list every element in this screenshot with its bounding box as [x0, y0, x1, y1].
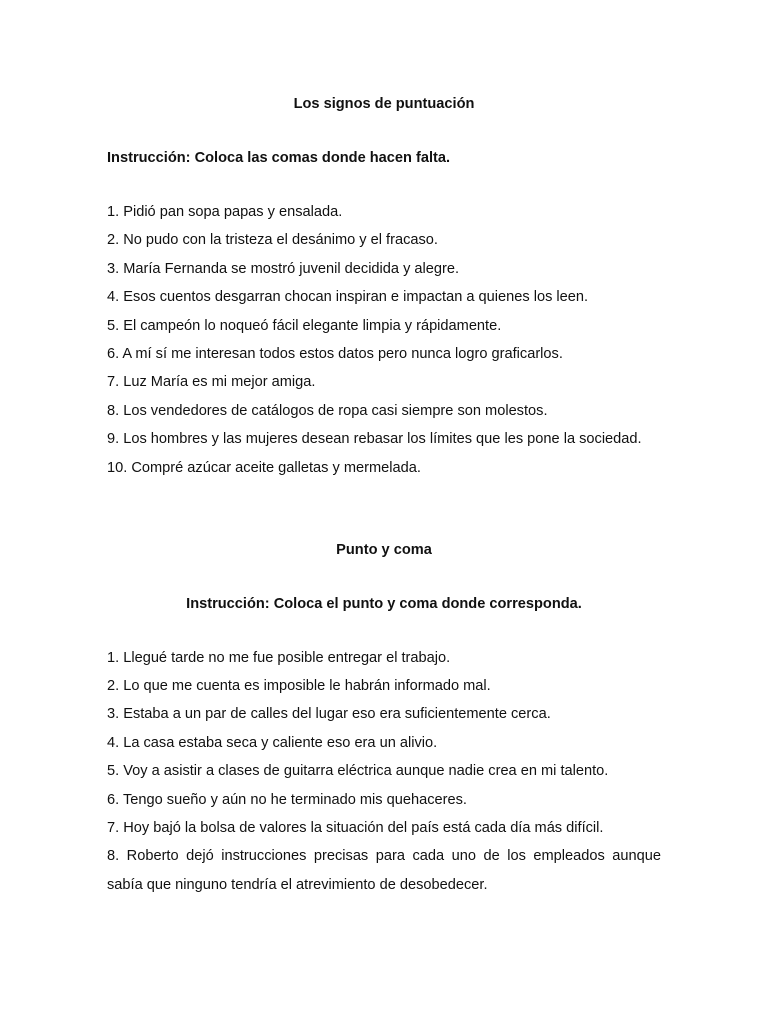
section-spacer: [107, 482, 661, 536]
section-instruction: Instrucción: Coloca el punto y coma donde corresponda.: [186, 595, 582, 612]
list-item: 8. Los vendedores de catálogos de ropa casi siempre son molestos.: [107, 402, 548, 419]
list-item: 7. Hoy bajó la bolsa de valores la situación del país está cada día más difícil.: [107, 820, 604, 837]
list-item: 2. Lo que me cuenta es imposible le habrán informado mal.: [107, 678, 491, 694]
list-item: 10. Compré azúcar aceite galletas y mermelada.: [107, 459, 421, 476]
list-item: 6. Tengo sueño y aún no he terminado mis quehaceres.: [107, 791, 467, 808]
section-comas: [107, 90, 661, 482]
list-item: 8. Roberto dejó instrucciones precisas para cada uno de los empleados aunque sabía que ninguno tendría el atrevimiento de desobedecer.: [107, 848, 661, 893]
list-item: 9. Los hombres y las mujeres desean rebasar los límites que les pone la sociedad.: [107, 431, 642, 448]
document-content: [107, 90, 661, 899]
list-item: 5. El campeón lo noqueó fácil elegante limpia y rápidamente.: [107, 317, 502, 334]
list-item: 5. Voy a asistir a clases de guitarra eléctrica aunque nadie crea en mi talento.: [107, 763, 609, 780]
list-item: 1. Pidió pan sopa papas y ensalada.: [107, 203, 343, 220]
section-title: Punto y coma: [336, 541, 432, 558]
section-punto-y-coma: [107, 536, 661, 900]
section-instruction: Instrucción: Coloca las comas donde hacen falta.: [107, 149, 451, 166]
list-item: 6. A mí sí me interesan todos estos datos pero nunca logro graficarlos.: [107, 346, 563, 362]
list-item: 3. Estaba a un par de calles del lugar eso era suficientemente cerca.: [107, 706, 551, 723]
list-item: 7. Luz María es mi mejor amiga.: [107, 374, 316, 391]
list-item: 1. Llegué tarde no me fue posible entregar el trabajo.: [107, 649, 451, 666]
exercise-list: [107, 198, 661, 482]
list-item: 4. La casa estaba seca y caliente eso era un alivio.: [107, 734, 438, 751]
list-item: 4. Esos cuentos desgarran chocan inspiran e impactan a quienes los leen.: [107, 289, 589, 306]
list-item: 2. No pudo con la tristeza el desánimo y el fracaso.: [107, 232, 438, 249]
list-item: 3. María Fernanda se mostró juvenil decidida y alegre.: [107, 260, 460, 277]
exercise-list: [107, 644, 661, 900]
section-title: Los signos de puntuación: [293, 96, 475, 112]
